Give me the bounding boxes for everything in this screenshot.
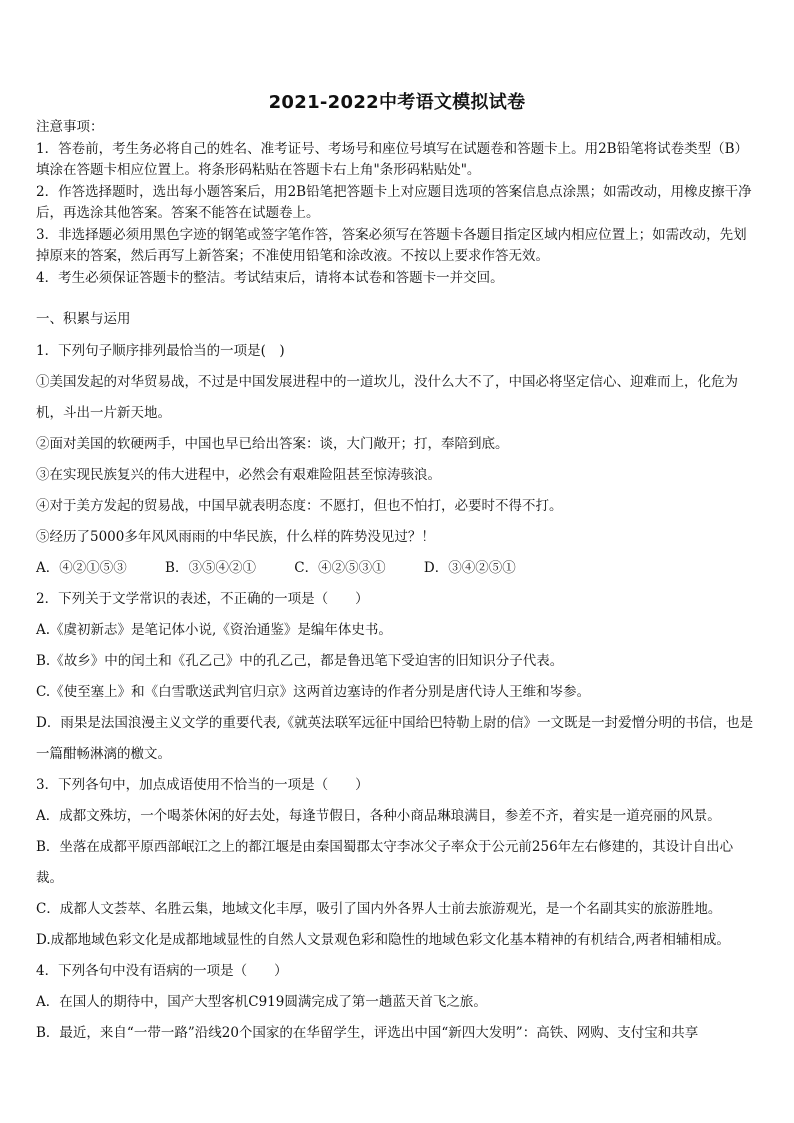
- question-1-sentence-1: ①美国发起的对华贸易战，不过是中国发展进程中的一道坎儿，没什么大不了，中国必将坚定信心、迎难而上，化危为机，斗出一片新天地。: [36, 374, 738, 421]
- question-4-option-b: B．最近，来自“一带一路”沿线20个国家的在华留学生，评选出中国“新四大发明”：高铁、网购、支付宝和共享: [36, 1025, 699, 1041]
- question-3-stem: 3．下列各句中，加点成语使用不恰当的一项是（ ）: [36, 777, 369, 793]
- question-3-option-d: D.成都地域色彩文化是成都地域显性的自然人文景观色彩和隐性的地域色彩文化基本精神的有机结合,两者相辅相成。: [36, 932, 730, 948]
- question-2-option-d: D．雨果是法国浪漫主义文学的重要代表,《就英法联军远征中国给巴特勒上尉的信》一文既是一封爱憎分明的书信，也是一篇酣畅淋漓的檄文。: [36, 715, 754, 762]
- question-1-sentence-5: ⑤经历了5000多年风风雨雨的中华民族，什么样的阵势没见过？！: [36, 529, 435, 545]
- question-1-sentence-2: ②面对美国的软硬两手，中国也早已给出答案：谈，大门敞开；打，奉陪到底。: [36, 436, 509, 452]
- notice-item-1: 1．答卷前，考生务必将自己的姓名、准考证号、考场号和座位号填写在试题卷和答题卡上。用2B铅笔将试卷类型（B）填涂在答题卡相应位置上。将条形码粘贴在答题卡右上角"条形码粘贴处"。: [36, 140, 749, 178]
- notice-heading: 注意事项：: [36, 119, 104, 135]
- notice-item-3: 3．非选择题必须用黑色字迹的钢笔或签字笔作答，答案必须写在答题卡各题目指定区域内相应位置上；如需改动，先划掉原来的答案，然后再写上新答案；不准使用铅笔和涂改液。不按以上要求作答无效。: [36, 226, 747, 264]
- question-4-option-a: A．在国人的期待中，国产大型客机C919圆满完成了第一趟蓝天首飞之旅。: [36, 994, 487, 1010]
- section-heading: 一、积累与运用: [36, 311, 131, 327]
- question-1-sentence-3: ③在实现民族复兴的伟大进程中，必然会有艰难险阻甚至惊涛骇浪。: [36, 467, 441, 483]
- question-1-option-a: A．④②①⑤③: [36, 560, 127, 576]
- question-2-option-a: A.《虞初新志》是笔记体小说,《资治通鉴》是编年体史书。: [36, 622, 392, 638]
- exam-page: [36, 0, 758, 1123]
- question-2-option-c: C.《使至塞上》和《白雪歌送武判官归京》这两首边塞诗的作者分别是唐代诗人王维和岑参。: [36, 684, 591, 700]
- question-2-stem: 2．下列关于文学常识的表述，不正确的一项是（ ）: [36, 591, 369, 607]
- question-1-stem: 1．下列句子顺序排列最恰当的一项是( ): [36, 343, 285, 359]
- question-1-option-c: C．④②⑤③①: [294, 560, 386, 576]
- question-3-option-c: C．成都人文荟萃、名胜云集，地域文化丰厚，吸引了国内外各界人士前去旅游观光，是一个名副其实的旅游胜地。: [36, 901, 722, 917]
- question-1-options: [36, 553, 758, 584]
- question-2-option-b: B.《故乡》中的闰土和《孔乙己》中的孔乙己，都是鲁迅笔下受迫害的旧知识分子代表。: [36, 653, 564, 669]
- question-3-option-b: B．坐落在成都平原西部岷江之上的都江堰是由秦国蜀郡太守李冰父子率众于公元前256年左右修建的，其设计自出心裁。: [36, 839, 734, 886]
- question-1-sentence-4: ④对于美方发起的贸易战，中国早就表明态度：不愿打，但也不怕打，必要时不得不打。: [36, 498, 563, 514]
- question-1-option-b: B．③⑤④②①: [165, 560, 256, 576]
- notice-item-2: 2．作答选择题时，选出每小题答案后，用2B铅笔把答题卡上对应题目选项的答案信息点涂黑；如需改动，用橡皮擦干净后，再选涂其他答案。答案不能答在试题卷上。: [36, 183, 752, 221]
- notice-block: [36, 117, 758, 289]
- question-4-stem: 4．下列各句中没有语病的一项是（ ）: [36, 963, 288, 979]
- question-1-option-d: D．③④②⑤①: [423, 560, 516, 576]
- notice-item-4: 4．考生必须保证答题卡的整洁。考试结束后，请将本试卷和答题卡一并交回。: [36, 269, 504, 286]
- exam-title: 2021-2022中考语文模拟试卷: [268, 92, 526, 113]
- questions-block: [36, 302, 758, 1049]
- question-3-option-a: A．成都文殊坊，一个喝茶休闲的好去处，每逢节假日，各种小商品琳琅满目，参差不齐，着实是一道亮丽的风景。: [36, 808, 721, 824]
